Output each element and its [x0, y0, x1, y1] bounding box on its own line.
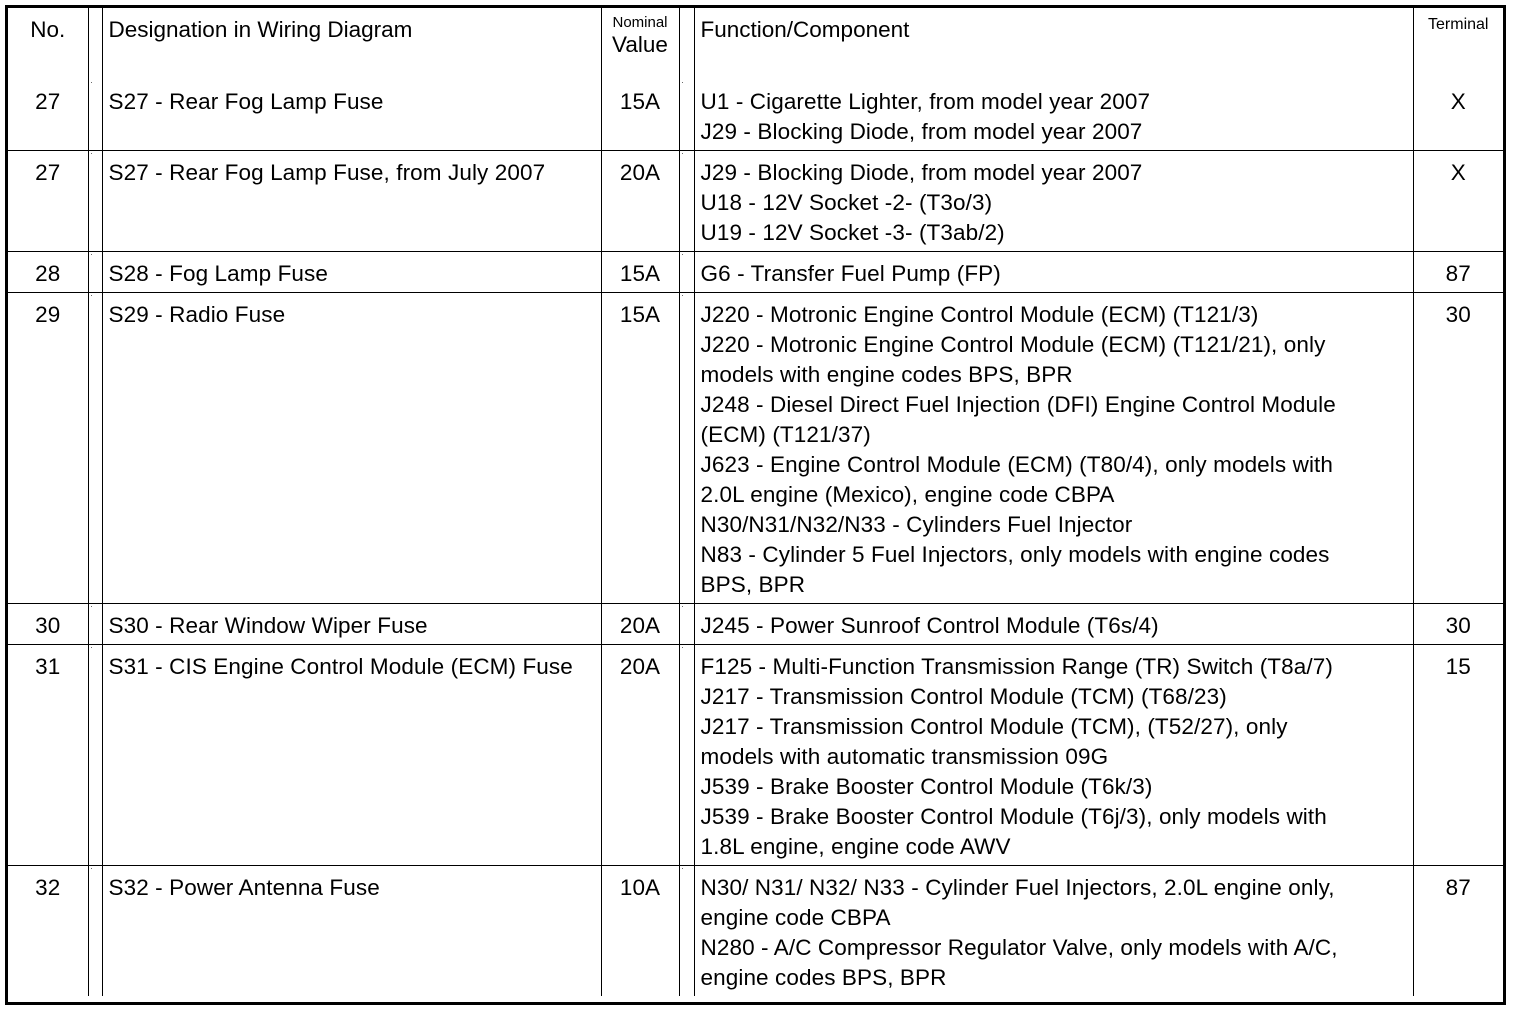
function-line: models with automatic transmission 09G — [700, 744, 1109, 769]
function-line: J29 - Blocking Diode, from model year 2007 — [700, 119, 1143, 144]
cell-terminal: 30 — [1413, 604, 1503, 645]
header-spacer-1 — [88, 8, 102, 80]
cell-no: 31 — [8, 645, 88, 866]
cell-terminal: 30 — [1413, 293, 1503, 604]
function-line: J623 - Engine Control Module (ECM) (T80/4), only models with — [700, 452, 1334, 477]
function-line: F125 - Multi-Function Transmission Range (TR) Switch (T8a/7) — [700, 654, 1333, 679]
function-line: J217 - Transmission Control Module (TCM) (T68/23) — [700, 684, 1227, 709]
cell-designation: S32 - Power Antenna Fuse — [102, 866, 601, 997]
function-line: engine codes BPS, BPR — [700, 965, 947, 990]
table-row — [8, 293, 1503, 604]
cell-spacer-1 — [88, 866, 102, 997]
function-line: U1 - Cigarette Lighter, from model year 2007 — [700, 89, 1151, 114]
function-line: J539 - Brake Booster Control Module (T6k/3) — [700, 774, 1153, 799]
cell-function — [694, 645, 1413, 866]
table-row — [8, 604, 1503, 645]
cell-terminal: 87 — [1413, 866, 1503, 997]
cell-terminal: 15 — [1413, 645, 1503, 866]
tick-mark: ˙ — [90, 294, 94, 304]
cell-spacer-1 — [88, 645, 102, 866]
tick-mark: ˙ — [681, 294, 685, 304]
cell-spacer-2 — [679, 151, 694, 252]
tick-mark: ˙ — [90, 605, 94, 615]
fuse-table — [8, 8, 1503, 996]
cell-spacer-1 — [88, 604, 102, 645]
header-value-label: Value — [612, 32, 668, 57]
cell-function — [694, 293, 1413, 604]
cell-designation: S31 - CIS Engine Control Module (ECM) Fuse — [102, 645, 601, 866]
table-row — [8, 866, 1503, 997]
table-row — [8, 80, 1503, 151]
function-line: N30/ N31/ N32/ N33 - Cylinder Fuel Injectors, 2.0L engine only, — [700, 875, 1335, 900]
function-line: J220 - Motronic Engine Control Module (ECM) (T121/3) — [700, 302, 1259, 327]
fuse-table-page — [5, 5, 1506, 1005]
tick-mark: ˙ — [90, 867, 94, 877]
cell-nominal-value: 15A — [601, 80, 679, 151]
cell-designation: S27 - Rear Fog Lamp Fuse, from July 2007 — [102, 151, 601, 252]
cell-no: 28 — [8, 252, 88, 293]
function-line: N83 - Cylinder 5 Fuel Injectors, only models with engine codes — [700, 542, 1330, 567]
cell-nominal-value: 15A — [601, 293, 679, 604]
cell-designation: S27 - Rear Fog Lamp Fuse — [102, 80, 601, 151]
tick-mark: ˙ — [681, 646, 685, 656]
tick-mark: ˙ — [681, 152, 685, 162]
cell-no: 27 — [8, 151, 88, 252]
cell-spacer-2 — [679, 80, 694, 151]
function-line: J217 - Transmission Control Module (TCM), (T52/27), only — [700, 714, 1288, 739]
cell-nominal-value: 10A — [601, 866, 679, 997]
cell-spacer-1 — [88, 151, 102, 252]
header-designation: Designation in Wiring Diagram — [102, 8, 601, 80]
tick-mark: ˙ — [90, 646, 94, 656]
table-row — [8, 645, 1503, 866]
cell-function — [694, 866, 1413, 997]
function-line: J29 - Blocking Diode, from model year 2007 — [700, 160, 1143, 185]
cell-spacer-1 — [88, 80, 102, 151]
table-row — [8, 252, 1503, 293]
function-line: N30/N31/N32/N33 - Cylinders Fuel Injector — [700, 512, 1133, 537]
function-line: 1.8L engine, engine code AWV — [700, 834, 1011, 859]
function-line: (ECM) (T121/37) — [700, 422, 871, 447]
cell-spacer-2 — [679, 645, 694, 866]
tick-mark: ˙ — [681, 867, 685, 877]
cell-no: 32 — [8, 866, 88, 997]
cell-spacer-1 — [88, 293, 102, 604]
function-line: BPS, BPR — [700, 572, 806, 597]
cell-designation: S29 - Radio Fuse — [102, 293, 601, 604]
header-row — [8, 8, 1503, 80]
function-line: N280 - A/C Compressor Regulator Valve, only models with A/C, — [700, 935, 1338, 960]
function-line: J245 - Power Sunroof Control Module (T6s/4) — [700, 613, 1159, 638]
cell-nominal-value: 20A — [601, 604, 679, 645]
tick-mark: ˙ — [90, 81, 94, 91]
function-line: J248 - Diesel Direct Fuel Injection (DFI) Engine Control Module — [700, 392, 1336, 417]
function-line: G6 - Transfer Fuel Pump (FP) — [700, 261, 1001, 286]
cell-function — [694, 80, 1413, 151]
cell-terminal: X — [1413, 80, 1503, 151]
header-no: No. — [8, 8, 88, 80]
header-spacer-2 — [679, 8, 694, 80]
cell-function — [694, 604, 1413, 645]
function-line: U19 - 12V Socket -3- (T3ab/2) — [700, 220, 1005, 245]
cell-no: 27 — [8, 80, 88, 151]
header-nominal-label: Nominal — [612, 14, 668, 31]
cell-nominal-value: 20A — [601, 151, 679, 252]
cell-no: 29 — [8, 293, 88, 604]
cell-nominal-value: 20A — [601, 645, 679, 866]
function-line: 2.0L engine (Mexico), engine code CBPA — [700, 482, 1115, 507]
header-terminal: Terminal — [1413, 8, 1503, 80]
cell-spacer-2 — [679, 252, 694, 293]
cell-terminal: 87 — [1413, 252, 1503, 293]
tick-mark: ˙ — [681, 81, 685, 91]
cell-function — [694, 252, 1413, 293]
cell-spacer-2 — [679, 866, 694, 997]
tick-mark: ˙ — [681, 605, 685, 615]
tick-mark: ˙ — [90, 152, 94, 162]
cell-spacer-2 — [679, 604, 694, 645]
cell-spacer-2 — [679, 293, 694, 604]
tick-mark: ˙ — [681, 253, 685, 263]
header-function: Function/Component — [694, 8, 1413, 80]
header-nominal-value — [601, 8, 679, 80]
cell-designation: S28 - Fog Lamp Fuse — [102, 252, 601, 293]
cell-terminal: X — [1413, 151, 1503, 252]
function-line: J220 - Motronic Engine Control Module (ECM) (T121/21), only — [700, 332, 1326, 357]
tick-mark: ˙ — [90, 253, 94, 263]
function-line: J539 - Brake Booster Control Module (T6j/3), only models with — [700, 804, 1327, 829]
function-line: U18 - 12V Socket -2- (T3o/3) — [700, 190, 993, 215]
cell-spacer-1 — [88, 252, 102, 293]
cell-no: 30 — [8, 604, 88, 645]
cell-function — [694, 151, 1413, 252]
cell-designation: S30 - Rear Window Wiper Fuse — [102, 604, 601, 645]
function-line: models with engine codes BPS, BPR — [700, 362, 1073, 387]
table-row — [8, 151, 1503, 252]
cell-nominal-value: 15A — [601, 252, 679, 293]
function-line: engine code CBPA — [700, 905, 891, 930]
